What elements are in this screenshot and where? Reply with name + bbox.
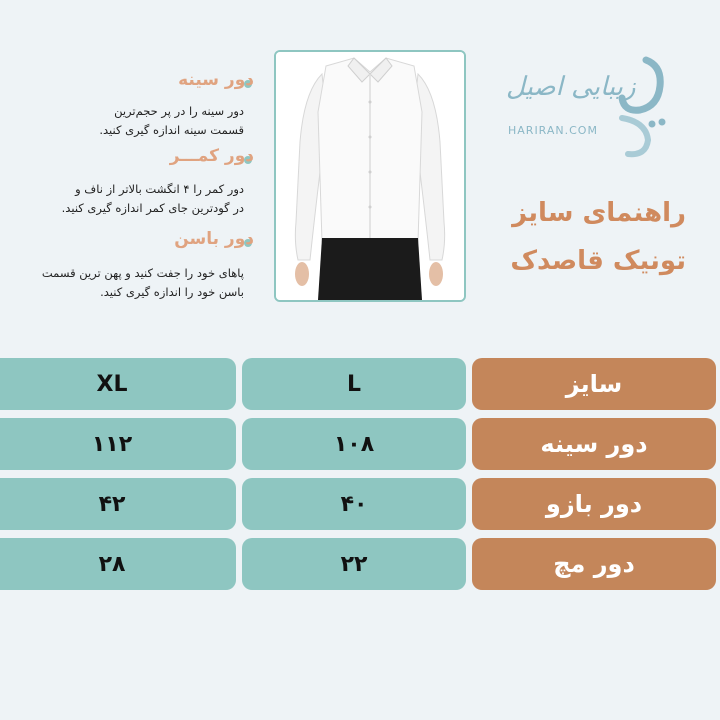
- header-xl: XL: [0, 358, 236, 410]
- header-l: L: [242, 358, 466, 410]
- guide-text-chest: دور سینه را در پر حجم‌ترین قسمت سینه اندازه گیری کنید.: [99, 104, 244, 137]
- row-label: دور مچ: [472, 538, 716, 590]
- table-cell: ۲۲: [242, 538, 466, 590]
- table-cell: ۱۰۸: [242, 418, 466, 470]
- table-cell: ۲۸: [0, 538, 236, 590]
- brand-tagline: زیبایی اصیل: [506, 72, 636, 102]
- page-title-line2: تونیک قاصدک: [510, 246, 686, 276]
- table-cell: ۴۲: [0, 478, 236, 530]
- row-label: دور بازو: [472, 478, 716, 530]
- table-cell: ۴۰: [242, 478, 466, 530]
- product-photo: [274, 50, 466, 302]
- table-cell: ۱۱۲: [0, 418, 236, 470]
- brand-url: HARIRAN.COM: [508, 124, 598, 137]
- row-label: دور سینه: [472, 418, 716, 470]
- page-title-line1: راهنمای سایز: [512, 198, 686, 228]
- guide-text-waist: دور کمر را ۴ انگشت بالاتر از ناف و در گودترین جای کمر اندازه گیری کنید.: [61, 182, 244, 215]
- guide-text-hip: پاهای خود را جفت کنید و پهن ترین قسمت باسن خود را اندازه گیری کنید.: [41, 266, 244, 299]
- guide-title-chest: دور سینه: [178, 70, 254, 90]
- guide-title-waist: دور کمـــر: [169, 146, 254, 166]
- guide-title-hip: دور باسن: [174, 229, 254, 249]
- header-size-label: سایز: [472, 358, 716, 410]
- brand-logo-icon: [606, 52, 674, 166]
- shirt-model-illustration: [276, 52, 464, 300]
